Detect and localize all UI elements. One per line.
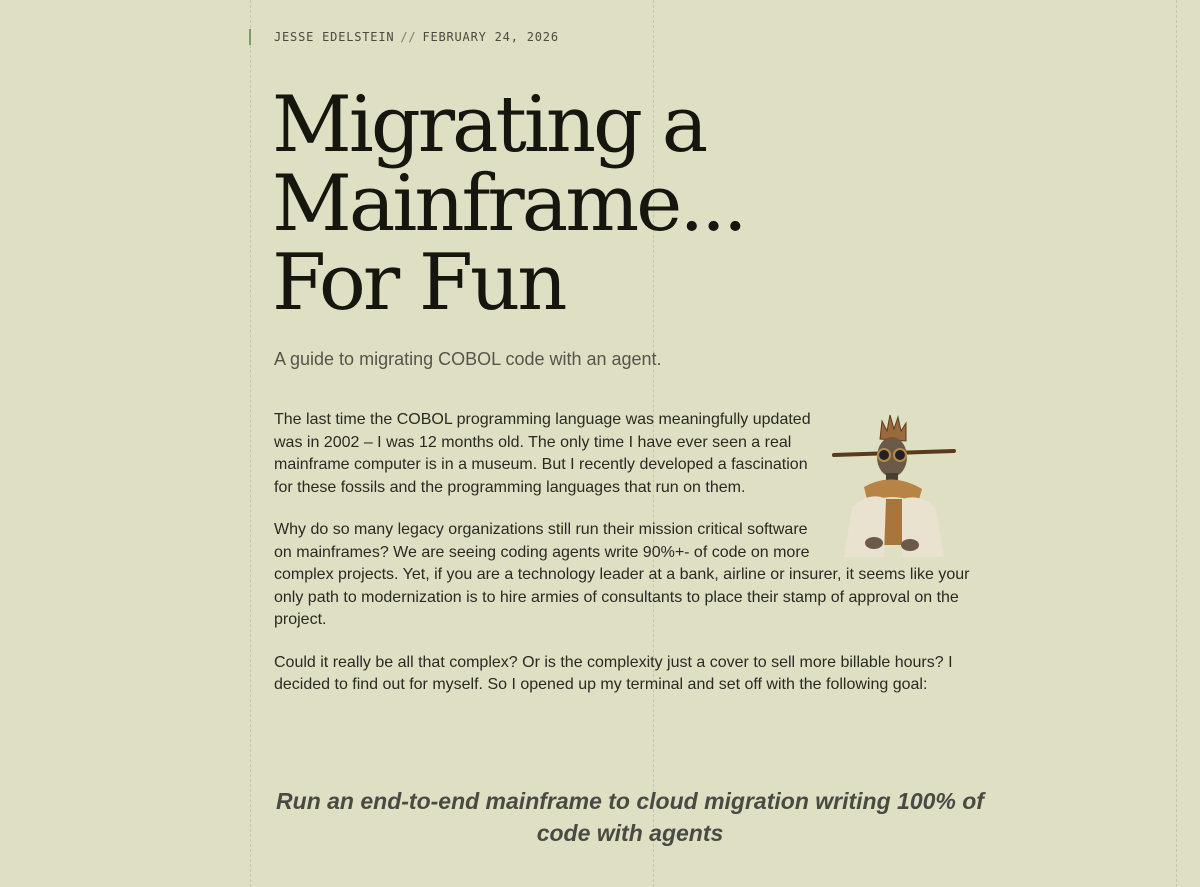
body-paragraph-3: Could it really be all that complex? Or is the complexity just a cover to sell more billable hours? I decided to find out for myself. So I opened up my terminal and set off with the following goal: — [274, 653, 953, 693]
column-guide-left — [250, 0, 251, 887]
article-subtitle: A guide to migrating COBOL code with an agent. — [274, 349, 662, 369]
column-guide-right — [1176, 0, 1177, 887]
author-name: JESSE EDELSTEIN — [274, 30, 395, 44]
robed-figure-illustration — [826, 411, 986, 557]
body-paragraph-2: Why do so many legacy organizations still run their mission critical software on mainframes? We are seeing coding agents write 90%+- of code on more complex projects. Yet, if you are a technology leader at a bank, airline or insurer, it seems like your only path to modernization is to hire armies of consultants to place their stamp of approval on the project. — [274, 521, 970, 628]
article-title — [272, 80, 872, 328]
byline-accent-bar — [249, 29, 251, 45]
publish-date: FEBRUARY 24, 2026 — [422, 30, 559, 44]
title-line-3: For Fun — [272, 238, 565, 328]
title-line-1: Migrating a — [272, 80, 706, 170]
byline-separator: // — [400, 30, 417, 44]
article-body — [274, 409, 986, 717]
pull-quote: Run an end-to-end mainframe to cloud migration writing 100% of code with agents — [276, 788, 984, 846]
title-line-2: Mainframe... — [272, 159, 745, 249]
body-paragraph-1: The last time the COBOL programming language was meaningfully updated was in 2002 – I was 12 months old. The only time I have ever seen a real mainframe computer is in a museum. But I recently developed a fascination for these fossils and the programming languages that run on them. — [274, 411, 811, 496]
byline — [274, 30, 559, 44]
